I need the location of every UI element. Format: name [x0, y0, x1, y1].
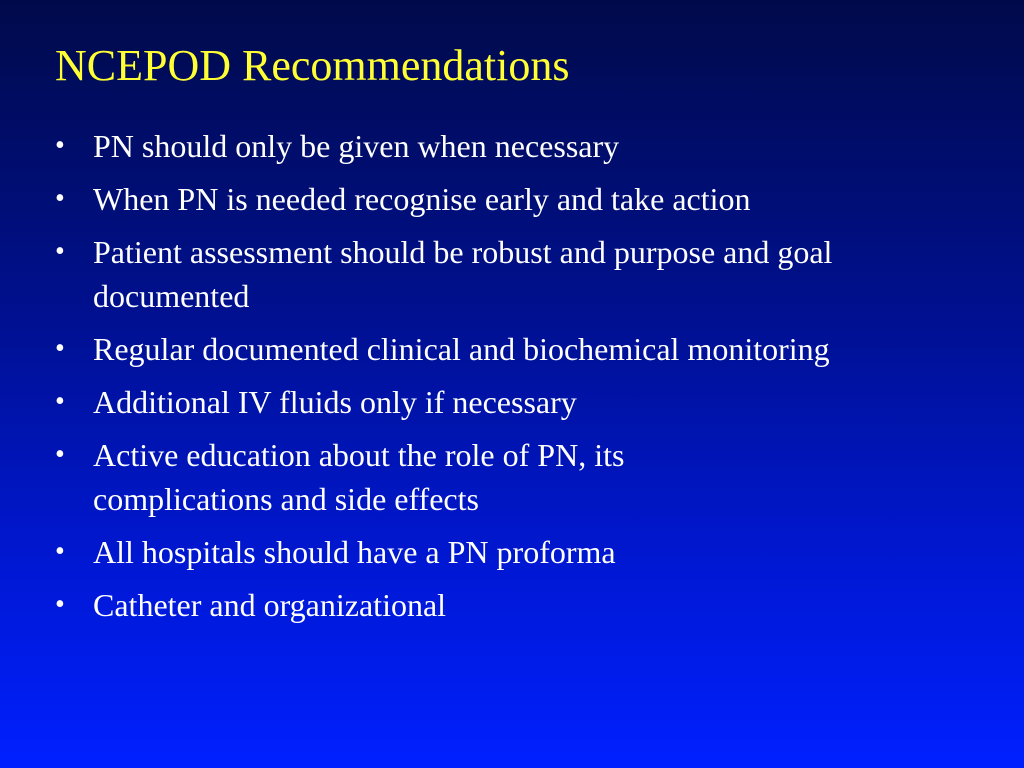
- bullet-text: When PN is needed recognise early and take action: [93, 181, 751, 217]
- bullet-icon: •: [55, 536, 65, 567]
- bullet-item: [55, 327, 855, 371]
- bullet-item: [55, 230, 915, 318]
- bullet-text: Patient assessment should be robust and purpose and goal documented: [93, 234, 833, 314]
- bullet-icon: •: [55, 130, 65, 161]
- bullet-icon: •: [55, 333, 65, 364]
- bullet-list: [55, 124, 955, 636]
- bullet-item: [55, 380, 955, 424]
- bullet-item: [55, 530, 955, 574]
- bullet-text: Active education about the role of PN, its complications and side effects: [93, 437, 625, 517]
- bullet-text: Regular documented clinical and biochemical monitoring: [93, 331, 830, 367]
- bullet-icon: •: [55, 589, 65, 620]
- bullet-icon: •: [55, 236, 65, 267]
- bullet-text: All hospitals should have a PN proforma: [93, 534, 616, 570]
- bullet-text: Additional IV fluids only if necessary: [93, 384, 577, 420]
- bullet-icon: •: [55, 183, 65, 214]
- bullet-item: [55, 433, 785, 521]
- bullet-icon: •: [55, 386, 65, 417]
- bullet-item: [55, 583, 955, 627]
- bullet-item: [55, 124, 955, 168]
- slide-title: NCEPOD Recommendations: [55, 41, 570, 90]
- bullet-text: PN should only be given when necessary: [93, 128, 620, 164]
- bullet-icon: •: [55, 439, 65, 470]
- bullet-text: Catheter and organizational: [93, 587, 447, 623]
- bullet-item: [55, 177, 955, 221]
